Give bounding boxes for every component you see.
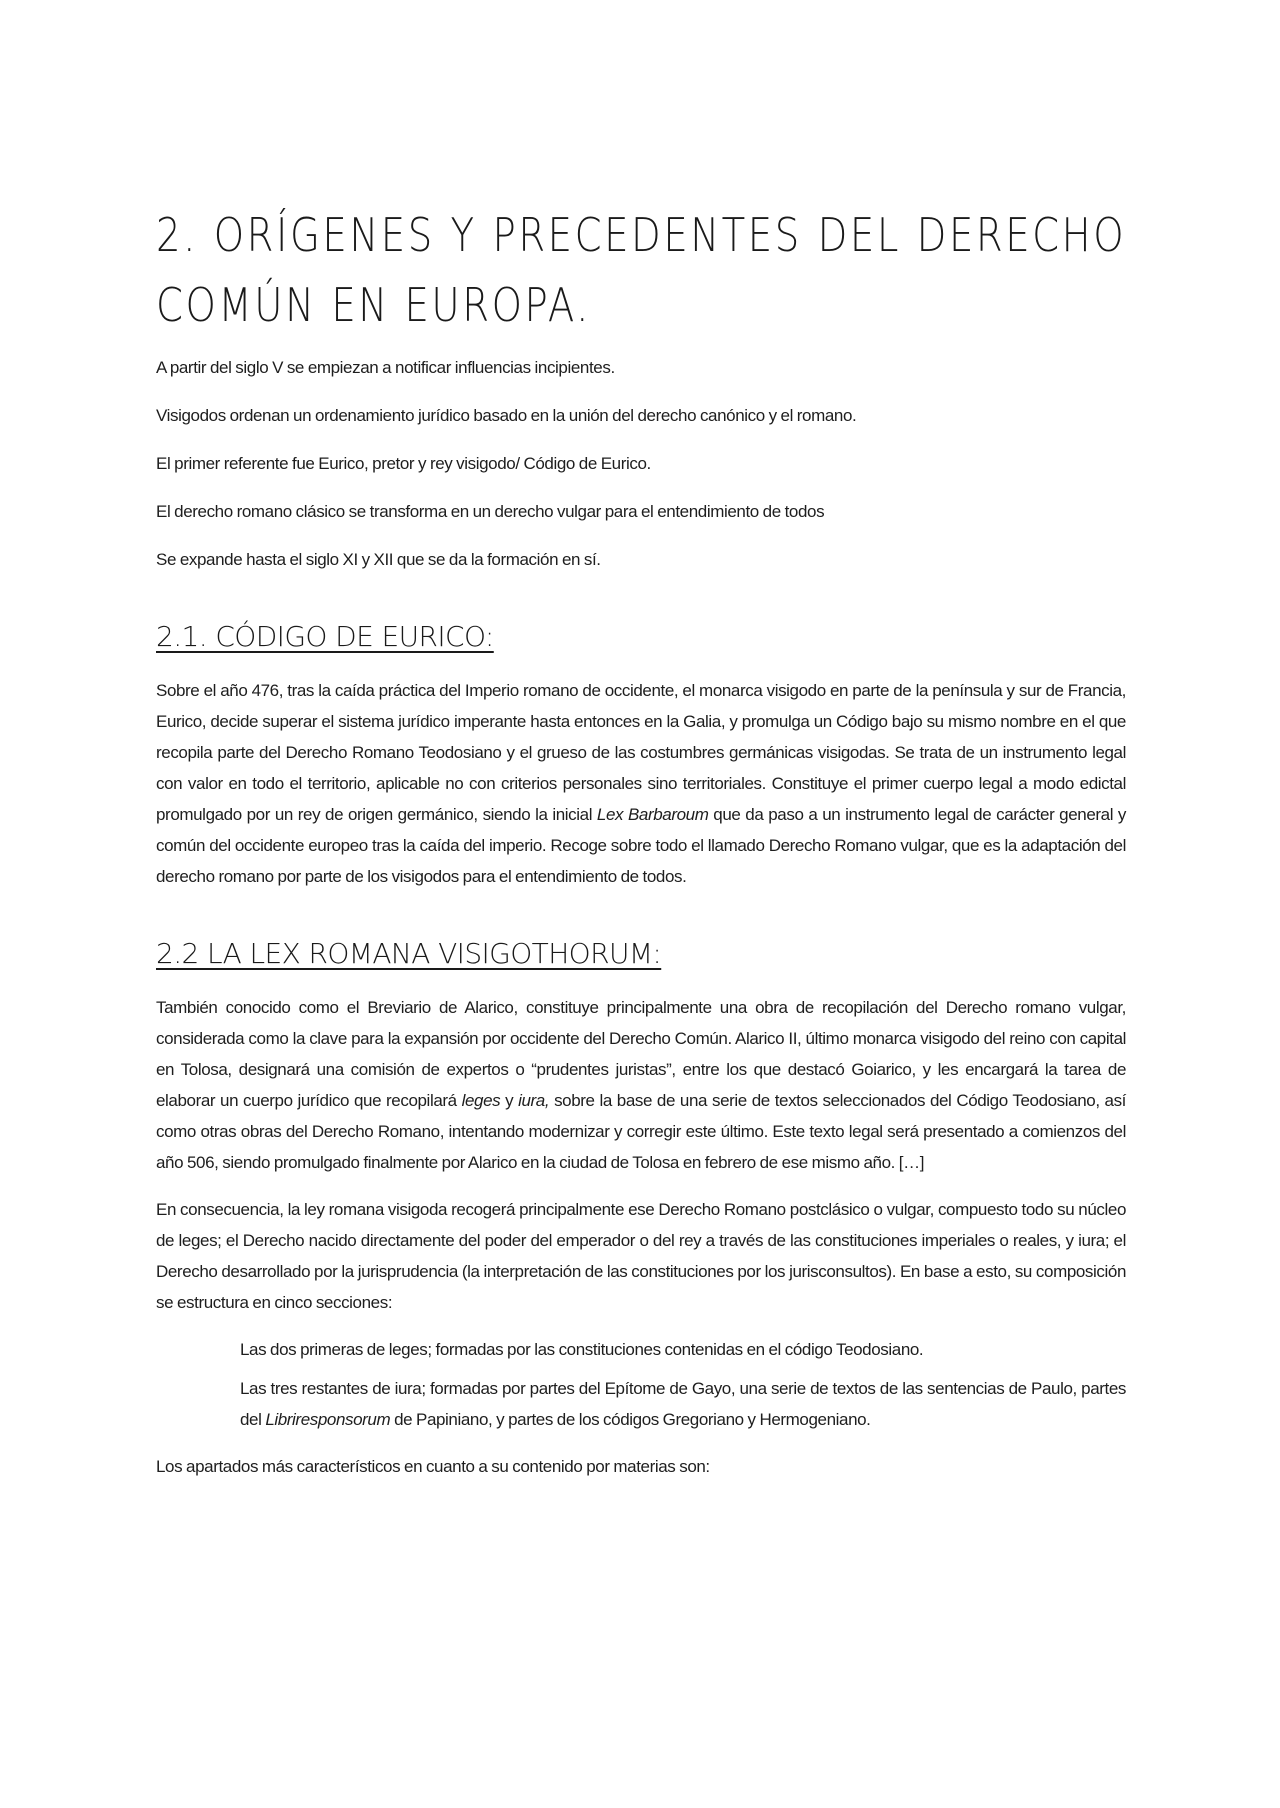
text-run: Sobre el año 476, tras la caída práctica del Imperio romano de occidente, el monarca visigodo en parte de la península y sur de Francia, Eurico, decide superar el sistema jurídico imperante hasta entonces en la Galia, y promulga un Código bajo su mismo nombre en el que recopila parte del Derecho Romano Teodosiano y el grueso de las costumbres germánicas visigodas. Se trata de un instrumento legal con valor en todo el territorio, aplicable no con criterios personales sino territoriales. Constituye el primer cuerpo legal a modo edictal promulgado por un rey de origen germánico, siendo la inicial <box>156 681 1126 824</box>
italic-term: leges <box>461 1091 501 1110</box>
list-item: Las dos primeras de leges; formadas por las constituciones contenidas en el código Teodosiano. <box>240 1340 924 1359</box>
italic-term: Libriresponsorum <box>265 1410 391 1429</box>
section-title: 2.2 LA LEX ROMANA VISIGOTHORUM: <box>156 937 662 970</box>
list-item <box>156 1373 1126 1435</box>
text-run: Las tres restantes de iura; formadas por partes del Epítome de Gayo, una serie de textos de las sentencias de Paulo, partes del <box>240 1379 1126 1429</box>
text-run: de Papiniano, y partes de los códigos Gregoriano y Hermogeniano. <box>390 1410 871 1429</box>
section-codigo-eurico <box>156 617 1126 892</box>
section-paragraph <box>156 992 1126 1178</box>
intro-line: Se expande hasta el siglo XI y XII que se da la formación en sí. <box>156 550 601 569</box>
section-paragraph: Los apartados más característicos en cuanto a su contenido por materias son: <box>156 1457 710 1476</box>
section-title: 2.1. CÓDIGO DE EURICO: <box>156 620 494 653</box>
intro-line: Visigodos ordenan un ordenamiento jurídico basado en la unión del derecho canónico y el romano. <box>156 406 857 425</box>
intro-list <box>156 352 1126 575</box>
document-page <box>156 200 1126 1482</box>
text-run: sobre la base de una serie de textos seleccionados del Código Teodosiano, así como otras obras del Derecho Romano, intentando modernizar y corregir este último. Este texto legal será presentado a comienzos del año 506, siendo promulgado finalmente por Alarico en la ciudad de Tolosa en febrero de ese mismo año. […] <box>156 1091 1127 1172</box>
intro-line: El derecho romano clásico se transforma en un derecho vulgar para el entendimiento de todos <box>156 502 825 521</box>
italic-term: Lex Barbaroum <box>596 805 709 824</box>
text-run: También conocido como el Breviario de Alarico, constituye principalmente una obra de recopilación del Derecho romano vulgar, considerada como la clave para la expansión por occidente del Derecho Común. Alarico II, último monarca visigodo del reino con capital en Tolosa, designará una comisión de expertos o “prudentes juristas”, entre los que destacó Goiarico, y les encargará la tarea de elaborar un cuerpo jurídico que recopilará <box>156 998 1126 1110</box>
page-title: 2. ORÍGENES Y PRECEDENTES DEL DERECHO COMÚN EN EUROPA. <box>156 208 1127 332</box>
text-run: y <box>500 1091 519 1110</box>
text-run: que da paso a un instrumento legal de carácter general y común del occidente europeo tras la caída del imperio. Recoge sobre todo el llamado Derecho Romano vulgar, que es la adaptación del derecho romano por parte de los visigodos para el entendimiento de todos. <box>156 805 1127 886</box>
intro-line: A partir del siglo V se empiezan a notificar influencias incipientes. <box>156 358 615 377</box>
italic-term: iura, <box>518 1091 550 1110</box>
section-paragraph <box>156 675 1126 892</box>
section-lex-romana <box>156 934 1126 1482</box>
intro-line: El primer referente fue Eurico, pretor y rey visigodo/ Código de Eurico. <box>156 454 651 473</box>
section-paragraph: En consecuencia, la ley romana visigoda recogerá principalmente ese Derecho Romano postclásico o vulgar, compuesto todo su núcleo de leges; el Derecho nacido directamente del poder del emperador o del rey a través de las constituciones imperiales o reales, y iura; el Derecho desarrollado por la jurisprudencia (la interpretación de las constituciones por los jurisconsultos). En base a esto, su composición se estructura en cinco secciones: <box>156 1200 1126 1312</box>
